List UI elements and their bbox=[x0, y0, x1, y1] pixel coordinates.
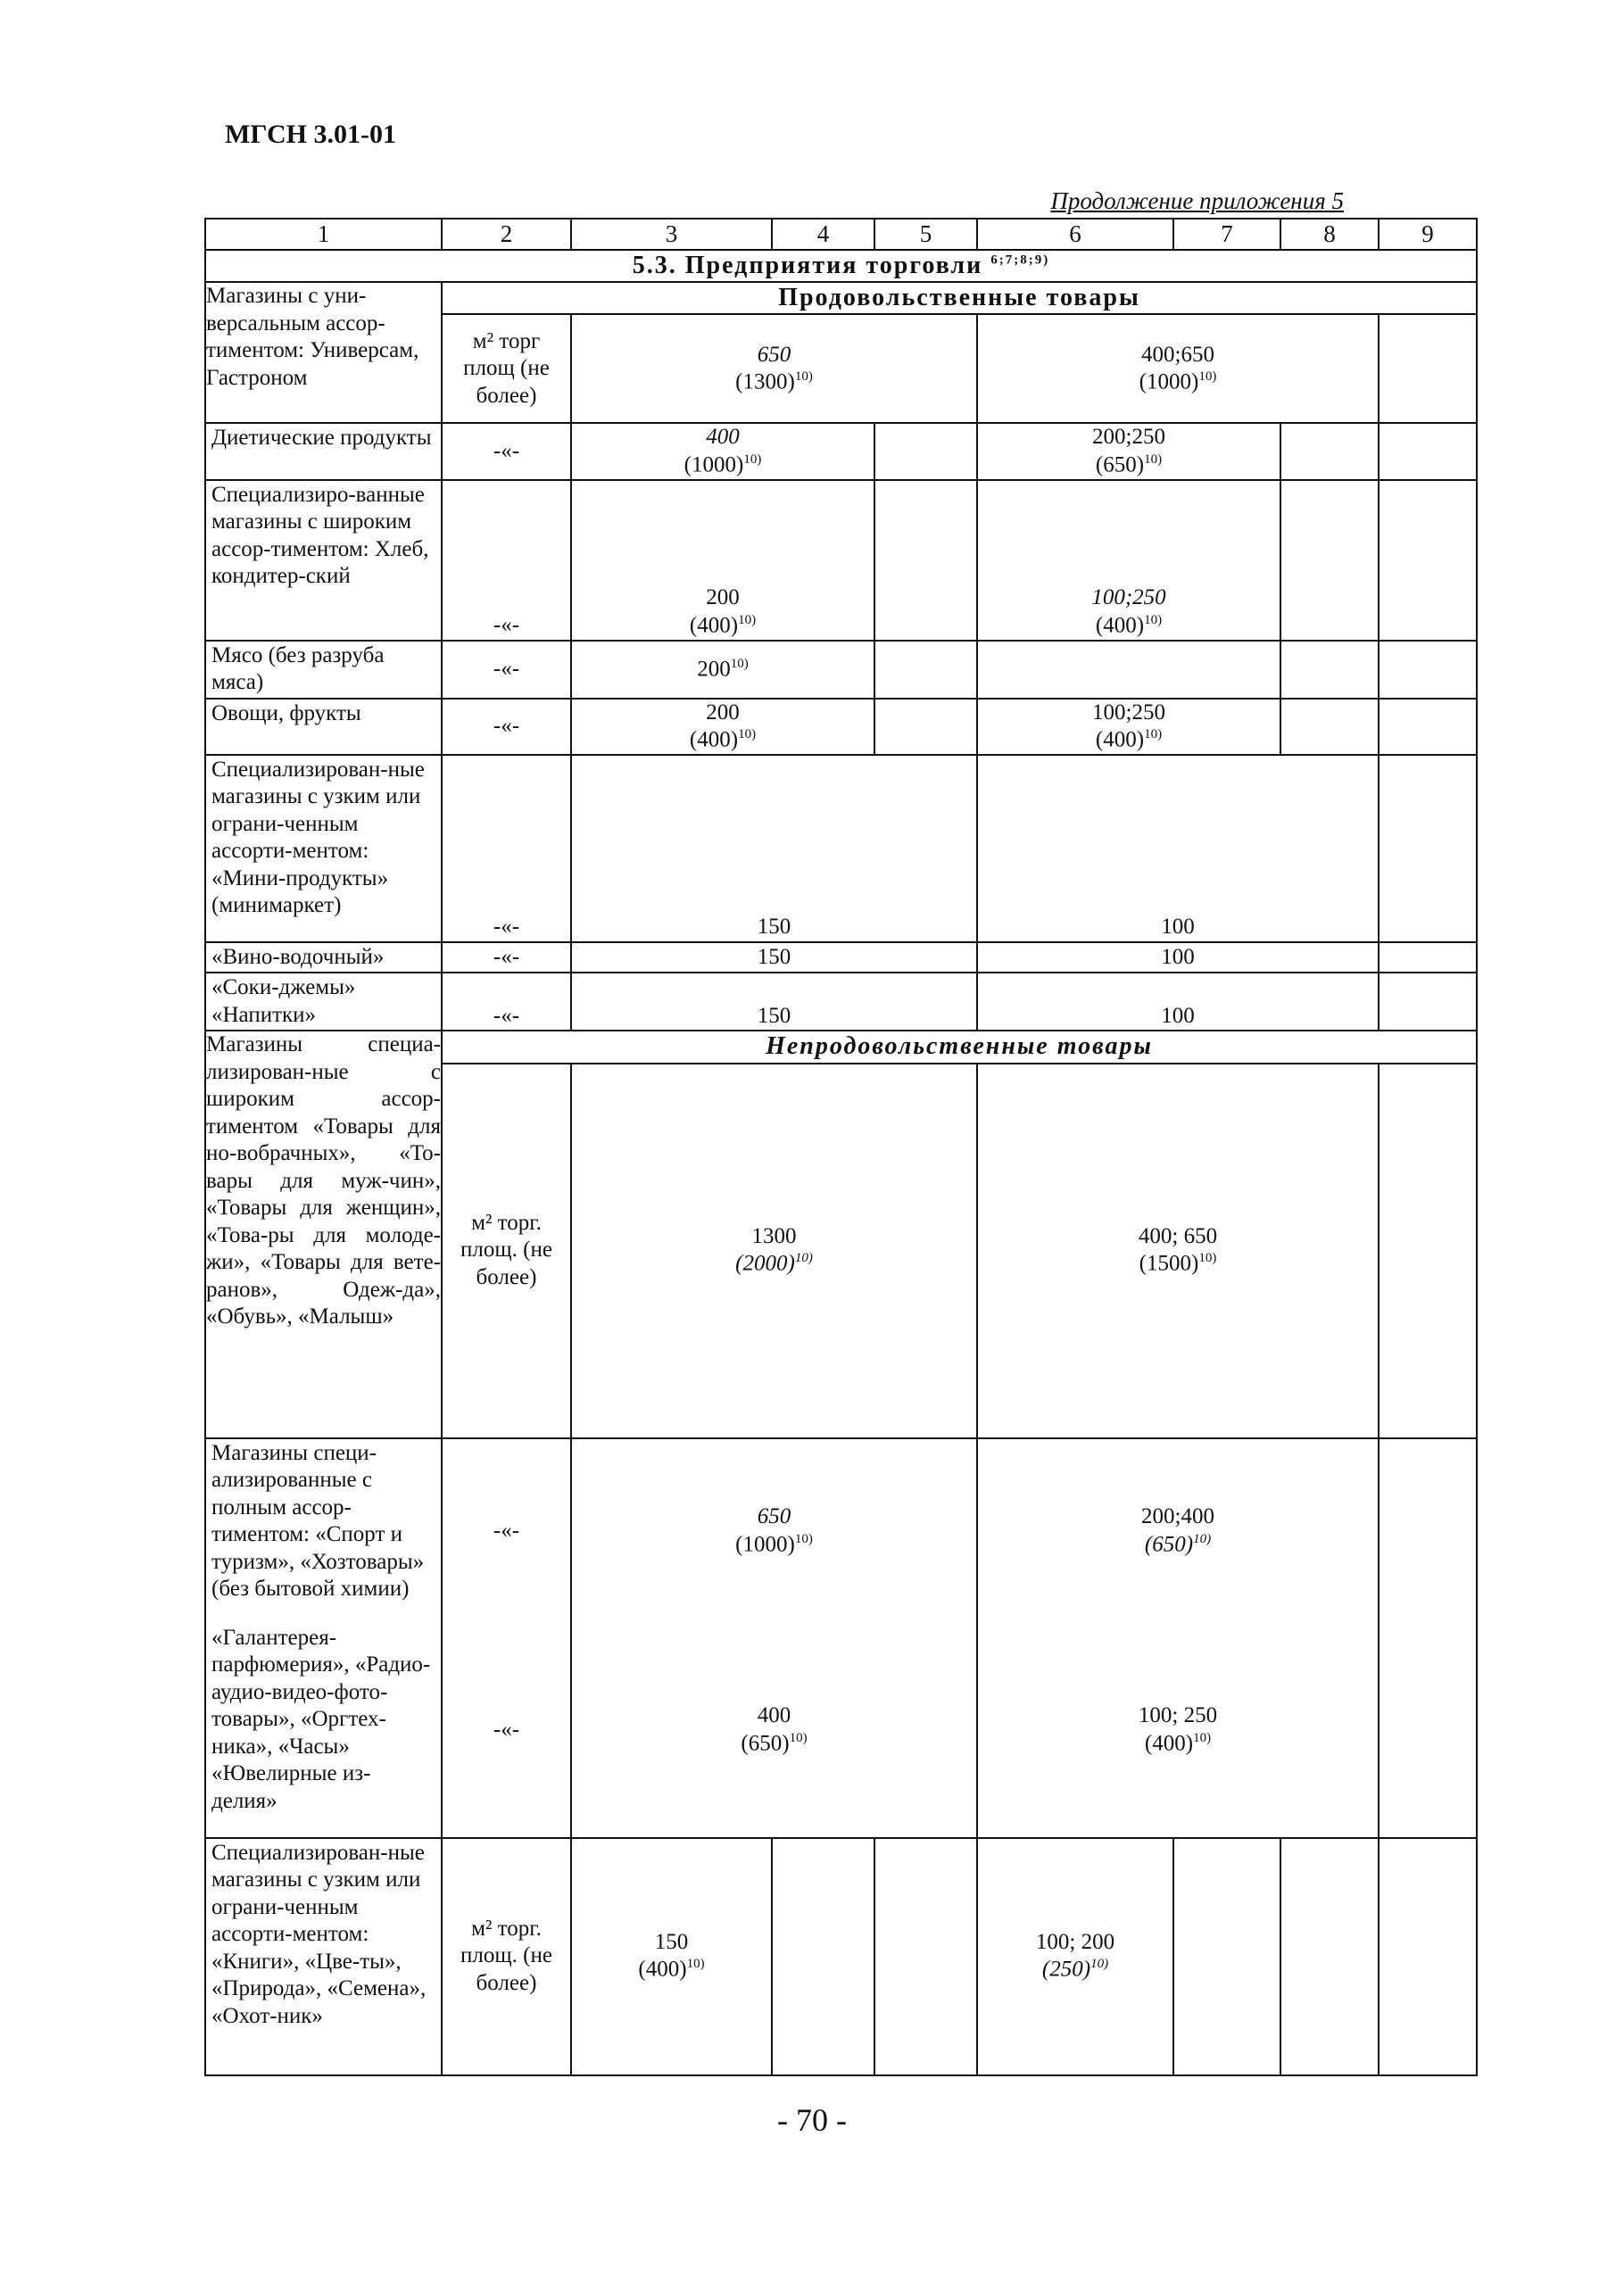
footnote-ref: 10) bbox=[1193, 1531, 1212, 1546]
column-number: 9 bbox=[1379, 219, 1477, 250]
row-description: Мясо (без разруба мяса) bbox=[205, 641, 442, 699]
section-title bbox=[205, 250, 1477, 282]
row-description: Овощи, фрукты bbox=[205, 699, 442, 755]
value-cell-col6 bbox=[977, 1838, 1173, 2075]
table-row bbox=[205, 480, 1477, 641]
value-sub: (1000) bbox=[735, 1532, 795, 1557]
row-description: Специализирован-ные магазины с узким или ограни-ченным ассорти-ментом: «Мини-продукты» (минимаркет) bbox=[205, 755, 442, 942]
value-sub: (400) bbox=[638, 1957, 687, 1982]
unit-cell: -«- bbox=[442, 699, 571, 755]
value-cell-col6 bbox=[977, 1624, 1379, 1838]
empty-cell bbox=[874, 1838, 977, 2075]
value-cell-col3: 150 bbox=[571, 942, 977, 973]
footnote-ref: 10) bbox=[738, 727, 757, 742]
value-main: 400;650 bbox=[1141, 342, 1214, 367]
value-sub: (1000) bbox=[1139, 369, 1199, 394]
value-cell-col6 bbox=[977, 480, 1280, 641]
footnote-ref: 10) bbox=[1144, 451, 1163, 467]
empty-cell bbox=[1280, 1838, 1379, 2075]
value-sub: (1500) bbox=[1139, 1251, 1199, 1276]
unit-cell: -«- bbox=[442, 942, 571, 973]
footnote-ref: 10) bbox=[1144, 727, 1163, 742]
footnote-ref: 10) bbox=[1090, 1957, 1109, 1972]
unit-cell: -«- bbox=[442, 423, 571, 479]
value-cell-col6 bbox=[977, 1064, 1379, 1438]
value-cell-col3 bbox=[571, 480, 874, 641]
unit-cell: м² торг площ (не более) bbox=[442, 314, 571, 423]
empty-cell bbox=[874, 699, 977, 755]
value-sub: (650) bbox=[1144, 1532, 1194, 1557]
footnote-ref: 10) bbox=[1198, 1251, 1217, 1266]
value-cell-col3 bbox=[571, 641, 874, 699]
empty-cell bbox=[772, 1838, 874, 2075]
footnote-ref: 10) bbox=[1198, 369, 1217, 385]
value-main: 200 bbox=[697, 656, 731, 681]
empty-cell bbox=[1173, 1838, 1280, 2075]
column-number: 1 bbox=[205, 219, 442, 250]
table-row bbox=[205, 699, 1477, 755]
footnote-ref: 10) bbox=[686, 1957, 705, 1972]
value-main: 1300 bbox=[751, 1223, 797, 1248]
empty-cell bbox=[1379, 973, 1477, 1031]
value-sub: (1000) bbox=[684, 452, 744, 477]
row-description: «Галантерея-парфюмерия», «Радио-аудио-видео-фото-товары», «Оргтех-ника», «Часы» «Ювелирные из-делия» bbox=[205, 1624, 442, 1838]
column-number-row bbox=[205, 219, 1477, 250]
empty-cell bbox=[1379, 942, 1477, 973]
empty-cell bbox=[874, 480, 977, 641]
value-main: 150 bbox=[654, 1929, 689, 1954]
column-number: 7 bbox=[1173, 219, 1280, 250]
page-number: - 70 - bbox=[777, 2102, 847, 2138]
footnote-ref: 10) bbox=[743, 451, 762, 467]
continuation-note: Продолжение приложения 5 bbox=[1050, 187, 1344, 214]
unit-cell: м² торг. площ. (не более) bbox=[442, 1838, 571, 2075]
empty-cell bbox=[874, 641, 977, 699]
table-row bbox=[205, 1624, 1477, 1838]
value-sub: (1300) bbox=[735, 369, 795, 394]
category-band-nonfood: Непродовольственные товары bbox=[442, 1031, 1477, 1063]
column-number: 4 bbox=[772, 219, 874, 250]
empty-cell bbox=[1379, 480, 1477, 641]
section-title-row bbox=[205, 250, 1477, 282]
row-description: «Соки-джемы» «Напитки» bbox=[205, 973, 442, 1031]
value-cell-col3 bbox=[571, 1624, 977, 1838]
unit-cell: м² торг. площ. (не более) bbox=[442, 1064, 571, 1438]
unit-cell: -«- bbox=[442, 1624, 571, 1838]
empty-cell bbox=[1379, 423, 1477, 479]
footnote-ref: 10) bbox=[738, 612, 757, 627]
value-main: 400 bbox=[706, 425, 740, 450]
value-main: 200;250 bbox=[1092, 425, 1165, 450]
empty-cell bbox=[1280, 641, 1379, 699]
section-title-footnote: 6;7;8;9) bbox=[990, 253, 1050, 268]
table-row bbox=[205, 755, 1477, 942]
unit-cell: -«- bbox=[442, 973, 571, 1031]
footnote-ref: 10) bbox=[794, 1251, 813, 1266]
empty-cell bbox=[1379, 755, 1477, 942]
unit-cell: -«- bbox=[442, 755, 571, 942]
value-main: 200;400 bbox=[1141, 1504, 1214, 1529]
value-cell-col3 bbox=[571, 1438, 977, 1624]
footnote-ref: 10) bbox=[794, 1531, 813, 1546]
unit-cell: -«- bbox=[442, 480, 571, 641]
value-main: 650 bbox=[757, 342, 791, 367]
section-title-text: 5.3. Предприятия торговли bbox=[632, 251, 983, 279]
empty-cell bbox=[1379, 641, 1477, 699]
table-row bbox=[205, 423, 1477, 479]
column-number: 8 bbox=[1280, 219, 1379, 250]
table-row bbox=[205, 1838, 1477, 2075]
table-row bbox=[205, 641, 1477, 699]
value-cell-col6 bbox=[977, 314, 1379, 423]
value-main: 100; 200 bbox=[1035, 1929, 1115, 1954]
value-cell-col3 bbox=[571, 314, 977, 423]
footnote-ref: 10) bbox=[789, 1730, 808, 1745]
value-main: 200 bbox=[706, 700, 740, 725]
table-row bbox=[205, 973, 1477, 1031]
row-description: Специализиро-ванные магазины с широким ассор-тиментом: Хлеб, кондитер-ский bbox=[205, 480, 442, 641]
value-sub: (400) bbox=[1144, 1731, 1194, 1756]
empty-cell bbox=[977, 641, 1280, 699]
nonfood-band-row bbox=[205, 1031, 1477, 1063]
unit-cell: -«- bbox=[442, 641, 571, 699]
empty-cell bbox=[1379, 1438, 1477, 1624]
row-description: «Вино-водочный» bbox=[205, 942, 442, 973]
value-cell-col3 bbox=[571, 1064, 977, 1438]
food-band-row bbox=[205, 282, 1477, 314]
value-cell-col6 bbox=[977, 699, 1280, 755]
value-cell-col6 bbox=[977, 1438, 1379, 1624]
value-main: 400; 650 bbox=[1138, 1223, 1218, 1248]
empty-cell bbox=[1280, 480, 1379, 641]
empty-cell bbox=[1379, 1838, 1477, 2075]
table-row bbox=[205, 1438, 1477, 1624]
column-number: 3 bbox=[571, 219, 772, 250]
value-sub: (400) bbox=[1095, 613, 1145, 638]
value-main: 100;250 bbox=[1092, 700, 1165, 725]
value-main: 200 bbox=[706, 585, 740, 610]
empty-cell bbox=[1379, 1624, 1477, 1838]
column-number: 5 bbox=[874, 219, 977, 250]
value-sub: (400) bbox=[1095, 727, 1145, 752]
value-cell-col6 bbox=[977, 423, 1280, 479]
value-main: 100;250 bbox=[1091, 585, 1166, 610]
value-cell-col3 bbox=[571, 1838, 772, 2075]
value-cell-col3 bbox=[571, 423, 874, 479]
value-sub: (2000) bbox=[735, 1251, 795, 1276]
value-cell-col3: 150 bbox=[571, 755, 977, 942]
value-sub: (650) bbox=[1095, 452, 1145, 477]
value-cell-col6: 100 bbox=[977, 755, 1379, 942]
empty-cell bbox=[1379, 699, 1477, 755]
empty-cell bbox=[1280, 699, 1379, 755]
footnote-ref: 10) bbox=[730, 656, 749, 671]
value-cell-col6: 100 bbox=[977, 973, 1379, 1031]
table-row bbox=[205, 942, 1477, 973]
category-band-food: Продовольственные товары bbox=[442, 282, 1477, 314]
value-main: 650 bbox=[757, 1504, 791, 1529]
empty-cell bbox=[1379, 314, 1477, 423]
row-description: Магазины с уни-версальным ассор-тиментом: Универсам, Гастроном bbox=[205, 282, 442, 423]
row-description: Диетические продукты bbox=[205, 423, 442, 479]
value-main: 400 bbox=[757, 1703, 791, 1728]
footnote-ref: 10) bbox=[1144, 612, 1163, 627]
value-main: 100; 250 bbox=[1138, 1703, 1218, 1728]
document-code: МГСН 3.01-01 bbox=[225, 120, 396, 149]
empty-cell bbox=[1280, 423, 1379, 479]
empty-cell bbox=[1379, 1064, 1477, 1438]
value-sub: (400) bbox=[689, 727, 739, 752]
value-cell-col3: 150 bbox=[571, 973, 977, 1031]
footnote-ref: 10) bbox=[1193, 1730, 1212, 1745]
footnote-ref: 10) bbox=[794, 369, 813, 385]
column-number: 2 bbox=[442, 219, 571, 250]
empty-cell bbox=[874, 423, 977, 479]
unit-cell: -«- bbox=[442, 1438, 571, 1624]
value-sub: (400) bbox=[689, 613, 739, 638]
value-cell-col6: 100 bbox=[977, 942, 1379, 973]
norms-table bbox=[204, 218, 1478, 2076]
row-description: Магазины специ-ализированные с полным ассор-тиментом: «Спорт и туризм», «Хозтовары» (без бытовой химии) bbox=[205, 1438, 442, 1624]
value-cell-col3 bbox=[571, 699, 874, 755]
value-sub: (250) bbox=[1041, 1957, 1091, 1982]
column-number: 6 bbox=[977, 219, 1173, 250]
value-sub: (650) bbox=[741, 1731, 790, 1756]
row-description: Магазины специа-лизирован-ные с широким ассор-тиментом «Товары для но-вобрачных», «То-вары для муж-чин», «Товары для женщин», «Това-ры для молоде-жи», «Товары для вете-ранов», Одеж-да», «Обувь», «Малыш» bbox=[205, 1031, 442, 1437]
norms-table-wrapper bbox=[204, 218, 1476, 2076]
row-description: Специализирован-ные магазины с узким или ограни-ченным ассорти-ментом: «Книги», «Цве-ты», «Природа», «Семена», «Охот-ник» bbox=[205, 1838, 442, 2075]
